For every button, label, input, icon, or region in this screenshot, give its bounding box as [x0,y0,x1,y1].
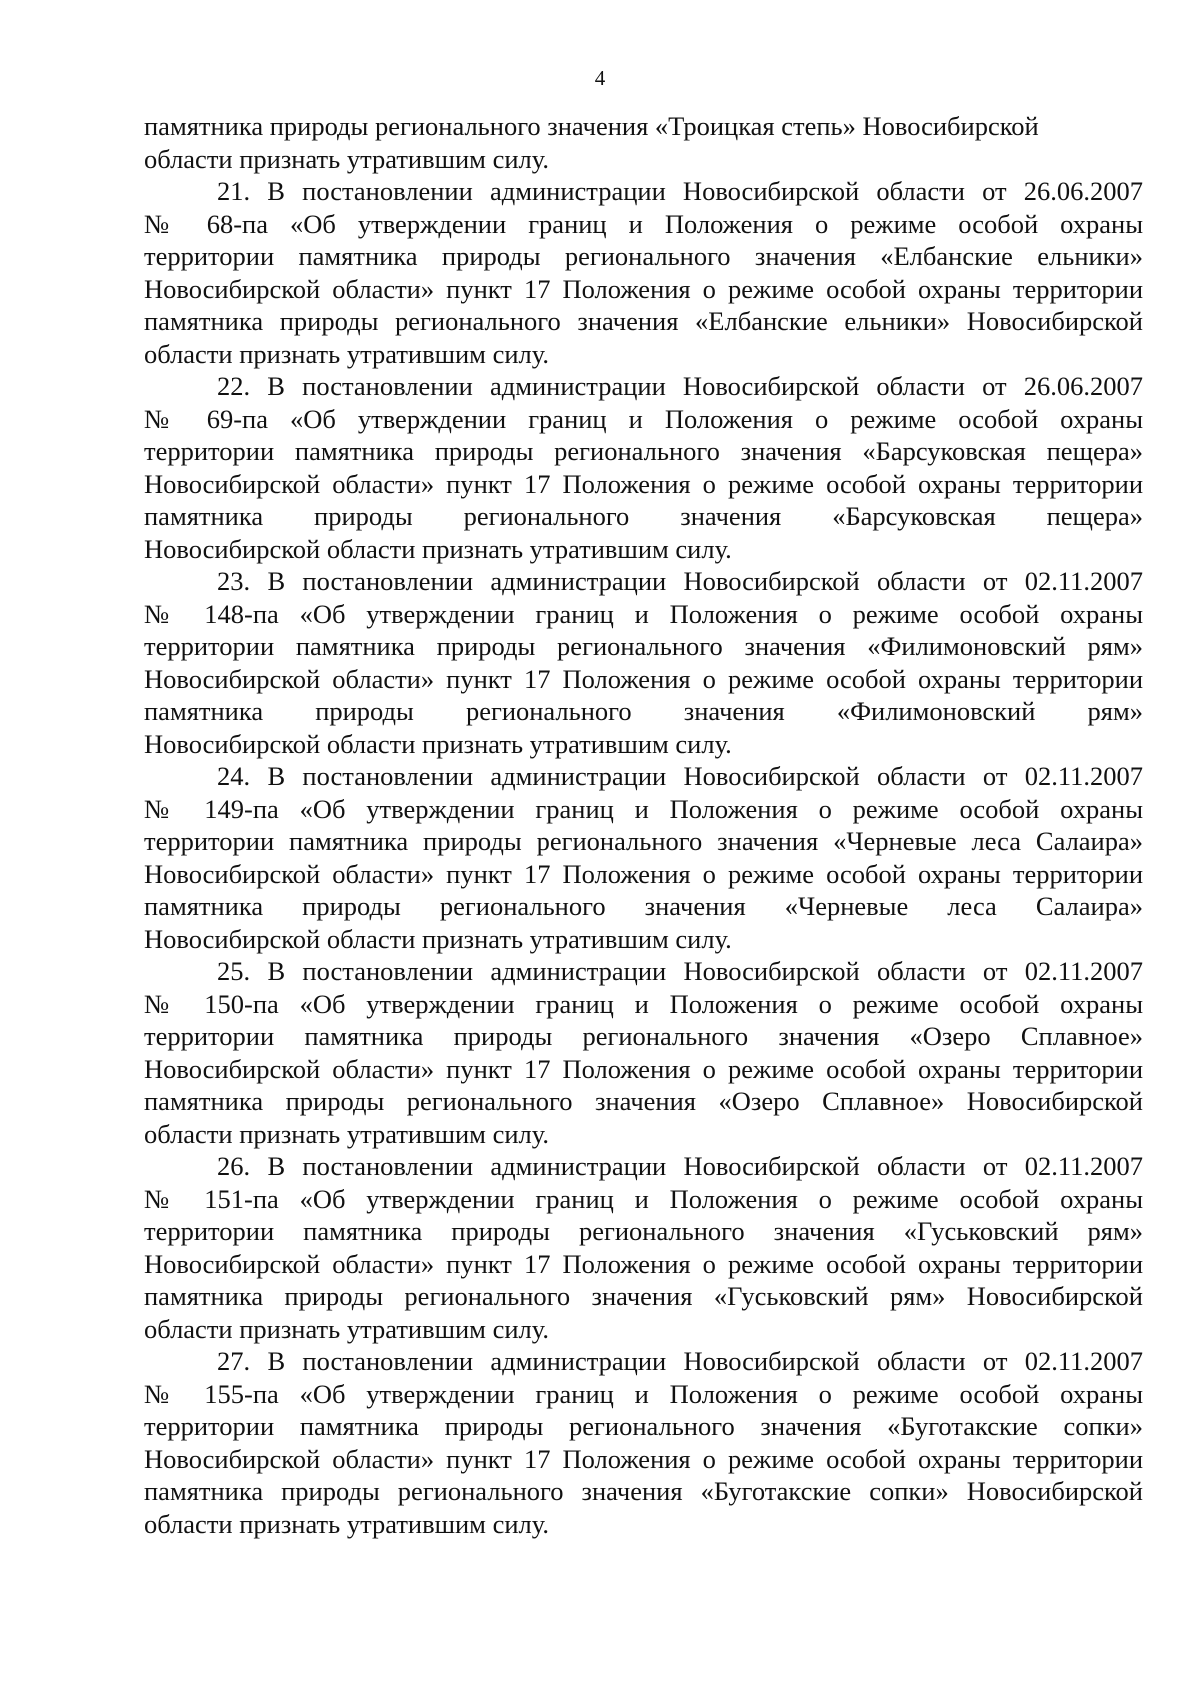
text-line: памятника природы регионального значения «Озеро Сплавное» Новосибирской [144,1086,1143,1116]
text-line: территории памятника природы регионального значения «Гуськовский рям» [144,1216,1143,1246]
text-line: № 150-па «Об утверждении границ и Положения о режиме особой охраны [144,988,1143,1019]
text-line: № 148-па «Об утверждении границ и Положения о режиме особой охраны [144,598,1143,629]
text-line: № 155-па «Об утверждении границ и Положения о режиме особой охраны [144,1378,1143,1409]
text-line: Новосибирской области» пункт 17 Положения о режиме особой охраны территории [144,273,1143,304]
text-line: Новосибирской области» пункт 17 Положения о режиме особой охраны территории [144,1443,1143,1474]
text-line: памятника природы регионального значения «Елбанские ельники» Новосибирской [144,306,1143,336]
text-line: 21. В постановлении администрации Новосибирской области от 26.06.2007 [217,176,1143,206]
text-line: области признать утратившим силу. [144,338,549,369]
document-body [144,110,1143,1540]
text-line: Новосибирской области» пункт 17 Положения о режиме особой охраны территории [144,1248,1143,1279]
text-line: 22. В постановлении администрации Новосибирской области от 26.06.2007 [217,371,1143,401]
text-line: № 69-па «Об утверждении границ и Положения о режиме особой охраны [144,403,1143,434]
text-line: Новосибирской области» пункт 17 Положения о режиме особой охраны территории [144,663,1143,694]
text-line: памятника природы регионального значения «Филимоновский рям» [144,696,1143,726]
text-line: 25. В постановлении администрации Новосибирской области от 02.11.2007 [217,956,1143,986]
text-line: памятника природы регионального значения «Гуськовский рям» Новосибирской [144,1281,1143,1311]
text-line: № 68-па «Об утверждении границ и Положения о режиме особой охраны [144,208,1143,239]
text-line: Новосибирской области» пункт 17 Положения о режиме особой охраны территории [144,468,1143,499]
text-line: области признать утратившим силу. [144,1313,549,1344]
text-line: территории памятника природы регионального значения «Елбанские ельники» [144,241,1143,271]
text-line: памятника природы регионального значения «Троицкая степь» Новосибирской [144,111,1039,141]
text-line: Новосибирской области» пункт 17 Положения о режиме особой охраны территории [144,1053,1143,1084]
text-line: Новосибирской области признать утратившим силу. [144,533,732,564]
text-line: № 149-па «Об утверждении границ и Положения о режиме особой охраны [144,793,1143,824]
text-line: памятника природы регионального значения «Черневые леса Салаира» [144,891,1143,921]
page-number: 4 [594,66,606,90]
text-line: территории памятника природы регионального значения «Барсуковская пещера» [144,436,1143,466]
text-line: области признать утратившим силу. [144,143,549,174]
text-line: области признать утратившим силу. [144,1118,549,1149]
text-line: территории памятника природы регионального значения «Буготакские сопки» [144,1411,1143,1441]
text-line: памятника природы регионального значения «Барсуковская пещера» [144,501,1143,531]
text-line: Новосибирской области признать утратившим силу. [144,923,732,954]
text-line: № 151-па «Об утверждении границ и Положения о режиме особой охраны [144,1183,1143,1214]
text-line: области признать утратившим силу. [144,1508,549,1539]
text-line: памятника природы регионального значения «Буготакские сопки» Новосибирской [144,1476,1143,1506]
text-line: Новосибирской области» пункт 17 Положения о режиме особой охраны территории [144,858,1143,889]
text-line: Новосибирской области признать утратившим силу. [144,728,732,759]
text-line: территории памятника природы регионального значения «Черневые леса Салаира» [144,826,1143,856]
text-line: 24. В постановлении администрации Новосибирской области от 02.11.2007 [217,761,1143,791]
text-line: 26. В постановлении администрации Новосибирской области от 02.11.2007 [217,1151,1143,1181]
text-line: 23. В постановлении администрации Новосибирской области от 02.11.2007 [217,566,1143,596]
text-line: территории памятника природы регионального значения «Озеро Сплавное» [144,1021,1143,1051]
text-line: 27. В постановлении администрации Новосибирской области от 02.11.2007 [217,1346,1143,1376]
text-line: территории памятника природы регионального значения «Филимоновский рям» [144,631,1143,661]
